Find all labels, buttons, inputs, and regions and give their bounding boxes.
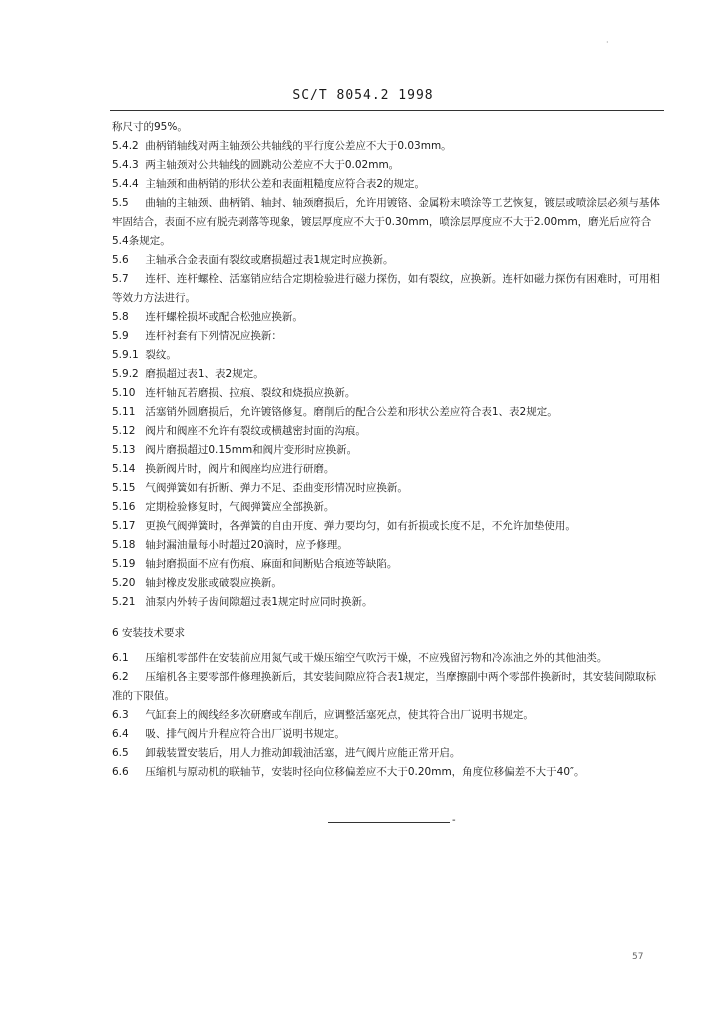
- clause-5-6: 5.6 主轴承合金表面有裂纹或磨损超过表1规定时应换新。: [112, 254, 394, 266]
- clause-6-4: 6.4 吸、排气阀片升程应符合出厂说明书规定。: [112, 728, 345, 740]
- clause-5-9-1: 5.9.1 裂纹。: [112, 349, 177, 361]
- end-mark: -: [452, 815, 456, 826]
- clause-5-17: 5.17 更换气阀弹簧时，各弹簧的自由开度、弹力要均匀，如有折损或长度不足，不允许加垫使用。: [112, 520, 576, 532]
- end-of-text-rule: [328, 822, 450, 823]
- clause-5-13: 5.13 阀片磨损超过0.15mm和阀片变形时应换新。: [112, 444, 358, 456]
- clause-6-2: 6.2 压缩机各主要零部件修理换新后，其安装间隙应符合表1规定，当摩擦副中两个零部件换新时，其安装间隙取标准的下限值。: [112, 671, 657, 702]
- clause-5-18: 5.18 轴封漏油量每小时超过20滴时，应予修理。: [112, 539, 348, 551]
- clause-5-4-4: 5.4.4 主轴颈和曲柄销的形状公差和表面粗糙度应符合表2的规定。: [112, 178, 426, 190]
- clause-5-7: 5.7 连杆、连杆螺栓、活塞销应结合定期检验进行磁力探伤，如有裂纹，应换新。连杆如磁力探伤有困难时，可用相等效力方法进行。: [112, 273, 660, 304]
- clause-5-9-2: 5.9.2 磨损超过表1、表2规定。: [112, 368, 264, 380]
- clause-5-10: 5.10 连杆轴瓦若磨损、拉痕、裂纹和烧损应换新。: [112, 387, 356, 399]
- clause-5-8: 5.8 连杆螺栓损坏或配合松弛应换新。: [112, 311, 303, 323]
- clause-5-21: 5.21 油泵内外转子齿间隙超过表1规定时应同时换新。: [112, 596, 373, 608]
- clause-5-19: 5.19 轴封磨损面不应有伤痕、麻面和间断贴合痕迹等缺陷。: [112, 558, 398, 570]
- clause-5-11: 5.11 活塞销外圆磨损后，允许镀铬修复。磨削后的配合公差和形状公差应符合表1、表2规定。: [112, 406, 558, 418]
- clause-5-9: 5.9 连杆衬套有下列情况应换新：: [112, 330, 282, 342]
- paragraph-continuation: 称尺寸的95%。: [112, 121, 188, 133]
- page-header: SC/T 8054.2 1998: [292, 88, 434, 103]
- clause-6-5: 6.5 卸载装置安装后，用人力推动卸载油活塞，进气阀片应能正常开启。: [112, 747, 461, 759]
- clause-6-6: 6.6 压缩机与原动机的联轴节，安装时径向位移偏差应不大于0.20mm，角度位移偏差不大于40″。: [112, 766, 585, 778]
- header-rule: [110, 110, 664, 111]
- clause-5-5: 5.5 曲轴的主轴颈、曲柄销、轴封、轴颈磨损后，允许用镀铬、金属粉末喷涂等工艺恢复，镀层或喷涂层必须与基体牢固结合，表面不应有脱壳剥落等现象，镀层厚度应不大于0.30mm，喷涂层厚度应不大于2.00mm，磨光后应符合5.4条规定。: [112, 197, 660, 247]
- clause-6-3: 6.3 气缸套上的阀线经多次研磨或车削后，应调整活塞死点，使其符合出厂说明书规定。: [112, 709, 534, 721]
- clause-5-4-3: 5.4.3 两主轴颈对公共轴线的圆跳动公差应不大于0.02mm。: [112, 159, 400, 171]
- section-6-heading: 6 安装技术要求: [112, 627, 186, 639]
- scan-speck: ·: [606, 38, 609, 47]
- clause-5-15: 5.15 气阀弹簧如有折断、弹力不足、歪曲变形情况时应换新。: [112, 482, 408, 494]
- page-number: 57: [632, 952, 644, 962]
- clause-6-1: 6.1 压缩机零部件在安装前应用氮气或干燥压缩空气吹污干燥，不应残留污物和冷冻油之外的其他油类。: [112, 652, 608, 664]
- body-text: [112, 118, 664, 782]
- clause-5-20: 5.20 轴封橡皮发胀或破裂应换新。: [112, 577, 282, 589]
- clause-5-12: 5.12 阀片和阀座不允许有裂纹或横越密封面的沟痕。: [112, 425, 366, 437]
- clause-5-14: 5.14 换新阀片时，阀片和阀座均应进行研磨。: [112, 463, 335, 475]
- clause-5-4-2: 5.4.2 曲柄销轴线对两主轴颈公共轴线的平行度公差应不大于0.03mm。: [112, 140, 452, 152]
- clause-5-16: 5.16 定期检验修复时，气阀弹簧应全部换新。: [112, 501, 335, 513]
